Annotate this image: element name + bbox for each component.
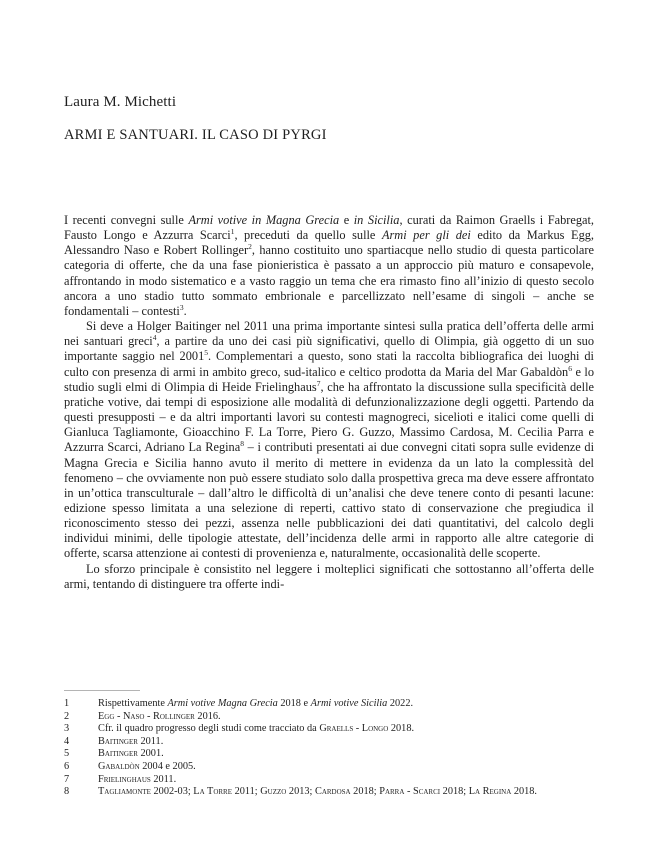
footnote-number: 2 bbox=[64, 710, 70, 722]
footnote-ref[interactable]: 8 bbox=[240, 439, 244, 449]
footnotes bbox=[64, 698, 584, 799]
footnote-number: 5 bbox=[64, 748, 70, 760]
footnote-ref[interactable]: 3 bbox=[179, 302, 184, 312]
footnote bbox=[64, 698, 584, 711]
footnote bbox=[64, 774, 584, 787]
footnote-text: Rispettivamente Armi votive Magna Grecia 2018 e Armi votive Sicilia 2022. bbox=[98, 698, 414, 709]
text-run: , che ha affrontato la discussione sulla specificità delle pratiche votive, dai tempi di esposizione alle modalità di defunzionalizzazione degli oggetti. Partendo da questi presupposti – e da altri importanti lavori su contesti magnogreci, sicelioti e italici come quelli di Gianluca Tagliamonte, Gioacchino F. La Torre, Piero G. Guzzo, Massimo Cardosa, M. Cecilia Parra e Azzurra Scarci, Adriano La Regina bbox=[64, 379, 594, 455]
footnote-number: 3 bbox=[64, 723, 70, 735]
italic-title: Armi per gli dei bbox=[381, 228, 471, 243]
paragraph-2 bbox=[64, 319, 594, 562]
footnote bbox=[64, 748, 584, 761]
footnote-text: Egg - Naso - Rollinger 2016. bbox=[98, 710, 221, 722]
footnote-text: Tagliamonte 2002-03; La Torre 2011; Guzzo 2013; Cardosa 2018; Parra - Scarci 2018; La Regina 2018. bbox=[98, 786, 538, 798]
text-run: Si deve a Holger Baitinger nel 2011 una prima importante sintesi sulla pratica dell’offerta delle armi nei santuari greci bbox=[64, 319, 594, 349]
footnote-number: 4 bbox=[64, 735, 70, 747]
author-name: Laura M. Michetti bbox=[64, 94, 177, 110]
footnote-ref[interactable]: 7 bbox=[316, 378, 321, 388]
text-run: . Complementari a questo, sono stati la raccolta bibliografica dei luoghi di culto con presenza di armi in ambito greco, sud-italico e celtico prodotta da Maria del Mar Gabaldòn bbox=[64, 349, 594, 379]
footnote-ref[interactable]: 5 bbox=[204, 348, 208, 358]
footnote bbox=[64, 723, 584, 736]
footnote bbox=[64, 736, 584, 749]
footnote bbox=[64, 711, 584, 724]
article-body bbox=[64, 213, 594, 592]
footnote bbox=[64, 786, 584, 799]
footnote-number: 6 bbox=[64, 760, 70, 772]
italic-title: in Sicilia bbox=[353, 213, 400, 227]
footnote-divider bbox=[64, 690, 140, 691]
text-run: e bbox=[339, 213, 354, 227]
footnote-ref[interactable]: 1 bbox=[230, 227, 235, 237]
footnote-ref[interactable]: 4 bbox=[152, 333, 157, 343]
text-run: , a partire da uno dei casi più significativi, quello di Olimpia, già oggetto di un suo importante saggio nel 2001 bbox=[64, 334, 594, 364]
footnote-ref[interactable]: 2 bbox=[248, 242, 252, 252]
text-run: edito da Markus Egg, Alessandro Naso e Robert Rollinger bbox=[64, 228, 594, 258]
footnote-text: Baitinger 2001. bbox=[98, 748, 164, 760]
article-title: ARMI E SANTUARI. IL CASO DI PYRGI bbox=[64, 127, 327, 143]
text-run: , curati da Raimon Graells i Fabregat, Fausto Longo e Azzurra Scarci bbox=[64, 213, 594, 243]
footnote bbox=[64, 761, 584, 774]
footnote-text: Cfr. il quadro progresso degli studi come tracciato da Graells - Longo 2018. bbox=[98, 723, 415, 735]
italic-title: Armi votive in Magna Grecia bbox=[188, 213, 340, 227]
footnote-text: Frielinghaus 2011. bbox=[98, 773, 177, 785]
paragraph-3 bbox=[64, 562, 594, 592]
text-run: , hanno costituito uno spartiacque nello studio di questa particolare categoria di offerte, che da una fase pionieristica è passato a un approccio più maturo e consapevole, affrontando in modo sistematico e a vasto raggio un tema che era rimasto fino all’inizio di questo secolo ancora a uno stadio tutto sommato embrionale e parcellizzato nell’esame di singoli – anche se fondamentali – contesti bbox=[64, 243, 594, 318]
footnote-number: 7 bbox=[64, 773, 70, 785]
text-run: , preceduti da quello sulle bbox=[234, 228, 382, 243]
footnote-number: 1 bbox=[64, 698, 70, 709]
text-run: – i contributi presentati ai due convegni citati sopra sulle evidenze di Magna Grecia e Sicilia hanno avuto il merito di mettere in evidenza da un lato la complessità del fenomeno – che ovviamente non può essere studiato solo dalla prospettiva greca ma deve essere affrontato in un’ottica transculturale – dall’altro le difficoltà di un’analisi che deve tenere conto di pesanti lacune: edizione spesso limitata a una selezione di reperti, cattivo stato di conservazione che pregiudica il riconoscimento stesso dei pezzi, assenza nelle pubblicazioni dei dati quantitativi, del calcolo degli individui minimi, delle tipologie attestate, dell’incidenza delle armi in rapporto alle altre categorie di offerte, scarsa attenzione ai contesti di provenienza e, naturalmente, occasionalità delle scoperte. bbox=[64, 440, 595, 561]
text-run: Lo sforzo principale è consistito nel leggere i molteplici significati che sottostanno all’offerta delle armi, tentando di distinguere tra offerte indi- bbox=[64, 561, 594, 591]
text-run: e lo studio sugli elmi di Olimpia di Heide Frielinghaus bbox=[64, 364, 594, 394]
text-run: I recenti convegni sulle bbox=[64, 213, 189, 227]
footnote-ref[interactable]: 6 bbox=[568, 363, 572, 373]
footnote-text: Baitinger 2011. bbox=[98, 735, 164, 747]
text-run: . bbox=[183, 303, 187, 318]
paragraph-1 bbox=[64, 213, 594, 319]
footnote-text: Gabaldòn 2004 e 2005. bbox=[98, 760, 196, 772]
footnote-number: 8 bbox=[64, 786, 70, 798]
